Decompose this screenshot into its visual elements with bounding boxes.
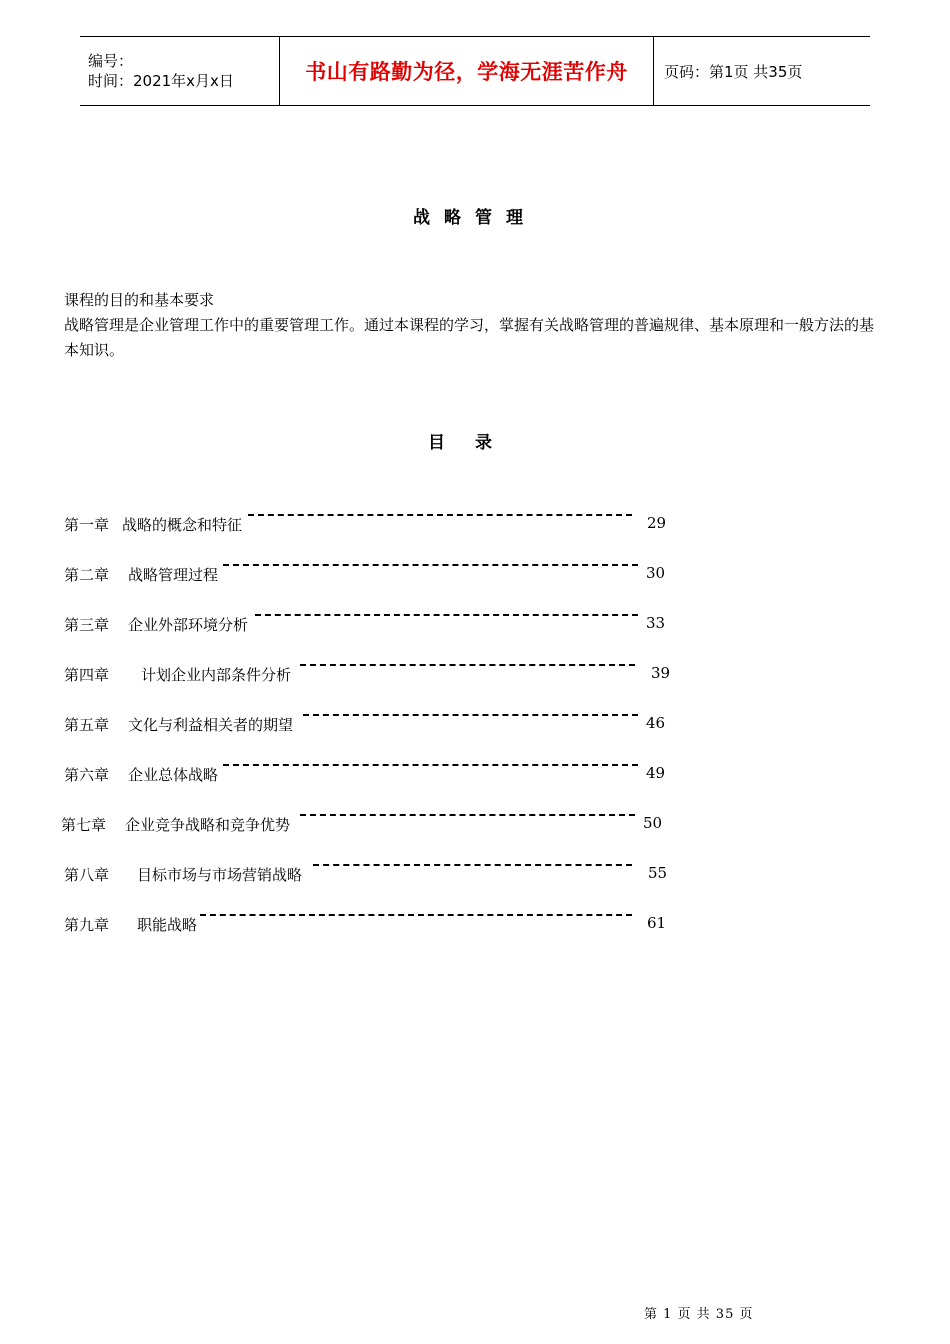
- intro-section: [64, 288, 884, 363]
- toc-dot-leader: [313, 864, 632, 866]
- page-label: 页码：第1页 共35页: [664, 62, 803, 81]
- serial-label: 编号：: [88, 52, 134, 70]
- toc-chapter-number: 第九章: [64, 916, 110, 934]
- motto: 书山有路勤为径，学海无涯苦作舟: [305, 60, 628, 84]
- toc-dot-leader: [223, 764, 638, 766]
- toc-chapter-title: 目标市场与市场营销战略: [137, 866, 303, 884]
- intro-body: 战略管理是企业管理工作中的重要管理工作。通过本课程的学习，掌握有关战略管理的普遍规律、基本原理和一般方法的基本知识。: [64, 316, 875, 359]
- toc-chapter-title: 文化与利益相关者的期望: [128, 716, 294, 734]
- page-header: [80, 36, 870, 106]
- header-motto-cell: [280, 37, 654, 105]
- toc-entry[interactable]: [0, 914, 950, 936]
- toc-chapter-number: 第二章: [64, 566, 110, 584]
- toc-dot-leader: [300, 814, 635, 816]
- toc-page-number: 33: [646, 614, 666, 632]
- header-page-cell: [654, 37, 870, 105]
- toc-chapter-title: 企业竞争战略和竞争优势: [125, 816, 291, 834]
- toc-chapter-number: 第五章: [64, 716, 110, 734]
- toc-page-number: 55: [648, 864, 668, 882]
- toc-page-number: 29: [647, 514, 667, 532]
- toc-entry[interactable]: [0, 814, 950, 836]
- time-label: 时间：2021年x月x日: [88, 72, 234, 90]
- toc-dot-leader: [300, 664, 635, 666]
- document-title: 战略管理: [413, 208, 537, 228]
- toc-page-number: 50: [643, 814, 663, 832]
- toc-page-number: 39: [651, 664, 671, 682]
- toc-dot-leader: [303, 714, 638, 716]
- toc-chapter-number: 第三章: [64, 616, 110, 634]
- toc-dot-leader: [255, 614, 638, 616]
- toc-dot-leader: [200, 914, 632, 916]
- toc-chapter-number: 第八章: [64, 866, 110, 884]
- toc-chapter-number: 第六章: [64, 766, 110, 784]
- toc-chapter-title: 企业总体战略: [128, 766, 219, 784]
- toc-entry[interactable]: [0, 614, 950, 636]
- toc-entry[interactable]: [0, 664, 950, 686]
- toc-entry[interactable]: [0, 514, 950, 536]
- toc-chapter-title: 计划企业内部条件分析: [141, 666, 292, 684]
- toc-entry[interactable]: [0, 764, 950, 786]
- toc-chapter-number: 第七章: [61, 816, 107, 834]
- intro-heading: 课程的目的和基本要求: [64, 291, 215, 309]
- toc-title: 目录: [428, 433, 522, 453]
- toc-chapter-title: 企业外部环境分析: [128, 616, 249, 634]
- toc-chapter-title: 战略管理过程: [128, 566, 219, 584]
- toc-entry[interactable]: [0, 564, 950, 586]
- toc-entry[interactable]: [0, 864, 950, 886]
- toc-dot-leader: [248, 514, 632, 516]
- toc-page-number: 49: [646, 764, 666, 782]
- toc-chapter-title: 战略的概念和特征: [122, 516, 243, 534]
- toc-chapter-title: 职能战略: [137, 916, 198, 934]
- toc-dot-leader: [223, 564, 638, 566]
- toc-chapter-number: 第一章: [64, 516, 110, 534]
- toc-page-number: 46: [646, 714, 666, 732]
- toc-page-number: 30: [646, 564, 666, 582]
- header-meta: [80, 37, 280, 105]
- page-footer: 第 1 页 共 35 页: [644, 1307, 754, 1322]
- toc-chapter-number: 第四章: [64, 666, 110, 684]
- toc-page-number: 61: [647, 914, 667, 932]
- toc-entry[interactable]: [0, 714, 950, 736]
